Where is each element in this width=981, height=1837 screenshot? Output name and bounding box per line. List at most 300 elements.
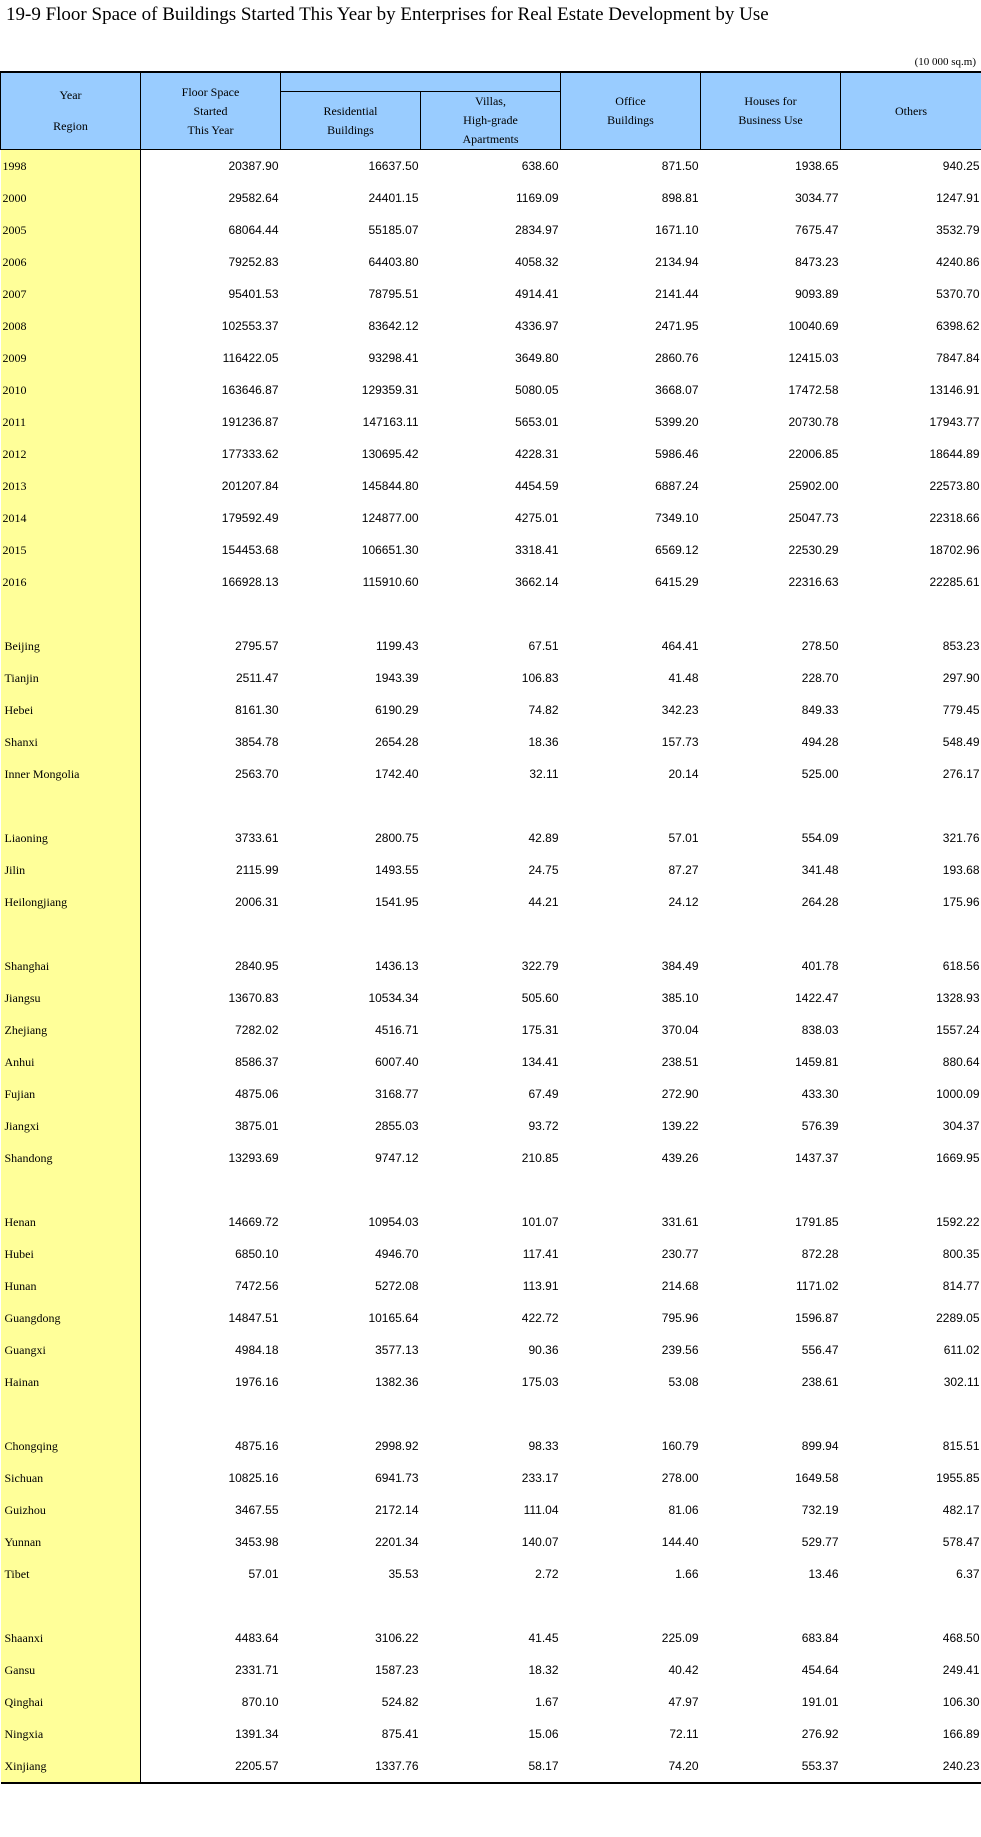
spacer-cell bbox=[1, 1590, 141, 1622]
value-cell: 341.48 bbox=[801, 863, 839, 877]
year-cell: 1998 bbox=[1, 150, 141, 183]
table-row bbox=[1, 1750, 981, 1783]
value-cell: 8586.37 bbox=[235, 1055, 279, 1069]
value-cell: 4875.16 bbox=[235, 1439, 279, 1453]
value-cell: 297.90 bbox=[942, 671, 980, 685]
value-cell: 2141.44 bbox=[655, 287, 699, 301]
value-cell: 2795.57 bbox=[235, 639, 279, 653]
value-cell: 1976.16 bbox=[235, 1375, 279, 1389]
value-cell: 529.77 bbox=[801, 1535, 839, 1549]
spacer-cell bbox=[701, 918, 841, 950]
value-cell: 505.60 bbox=[521, 991, 559, 1005]
value-cell: 321.76 bbox=[942, 831, 980, 845]
value-cell: 4516.71 bbox=[375, 1023, 419, 1037]
value-cell: 795.96 bbox=[661, 1311, 699, 1325]
spacer-cell bbox=[561, 598, 701, 630]
table-row bbox=[1, 1142, 981, 1174]
value-cell: 9747.12 bbox=[375, 1151, 419, 1165]
table-row bbox=[1, 662, 981, 694]
value-cell: 8473.23 bbox=[795, 255, 839, 269]
table-row bbox=[1, 1334, 981, 1366]
value-cell: 124877.00 bbox=[361, 511, 419, 525]
region-cell: Tibet bbox=[1, 1558, 141, 1590]
value-cell: 7472.56 bbox=[235, 1279, 279, 1293]
table-row bbox=[1, 1014, 981, 1046]
office-header-line1: Office bbox=[615, 94, 646, 108]
value-cell: 7675.47 bbox=[795, 223, 839, 237]
value-cell: 13146.91 bbox=[929, 383, 980, 397]
value-cell: 800.35 bbox=[942, 1247, 980, 1261]
spacer-row bbox=[1, 790, 981, 822]
value-cell: 870.10 bbox=[241, 1695, 279, 1709]
value-cell: 25902.00 bbox=[788, 479, 839, 493]
value-cell: 2563.70 bbox=[235, 767, 279, 781]
table-row bbox=[1, 854, 981, 886]
value-cell: 880.64 bbox=[942, 1055, 980, 1069]
table-body bbox=[1, 150, 981, 1784]
page-title: 19-9 Floor Space of Buildings Started This Year by Enterprises for Real Estate Development by Use bbox=[6, 4, 769, 25]
unit-label: (10 000 sq.m) bbox=[914, 56, 976, 68]
table-row bbox=[1, 1238, 981, 1270]
table-row bbox=[1, 374, 981, 406]
value-cell: 10825.16 bbox=[228, 1471, 279, 1485]
data-table bbox=[0, 72, 981, 1784]
value-cell: 72.11 bbox=[669, 1727, 699, 1741]
value-cell: 4058.32 bbox=[515, 255, 559, 269]
spacer-cell bbox=[1, 598, 141, 630]
value-cell: 55185.07 bbox=[368, 223, 419, 237]
table-row bbox=[1, 246, 981, 278]
value-cell: 5272.08 bbox=[375, 1279, 419, 1293]
region-cell: Shaanxi bbox=[1, 1622, 141, 1654]
value-cell: 2471.95 bbox=[655, 319, 699, 333]
table-row bbox=[1, 630, 981, 662]
value-cell: 7847.84 bbox=[936, 351, 980, 365]
value-cell: 93298.41 bbox=[368, 351, 419, 365]
residential-group-header bbox=[281, 73, 561, 92]
value-cell: 454.64 bbox=[801, 1663, 839, 1677]
region-cell: Guizhou bbox=[1, 1494, 141, 1526]
value-cell: 44.21 bbox=[528, 895, 559, 909]
value-cell: 90.36 bbox=[528, 1343, 559, 1357]
value-cell: 239.56 bbox=[661, 1343, 699, 1357]
value-cell: 17472.58 bbox=[788, 383, 839, 397]
value-cell: 10534.34 bbox=[368, 991, 419, 1005]
table-header bbox=[1, 73, 981, 150]
value-cell: 2115.99 bbox=[236, 863, 279, 877]
region-cell: Chongqing bbox=[1, 1430, 141, 1462]
value-cell: 3875.01 bbox=[235, 1119, 279, 1133]
value-cell: 6398.62 bbox=[936, 319, 980, 333]
spacer-cell bbox=[141, 1590, 281, 1622]
spacer-cell bbox=[1, 790, 141, 822]
value-cell: 3168.77 bbox=[375, 1087, 419, 1101]
business-header-line2: Business Use bbox=[738, 113, 803, 127]
business-header-line1: Houses for bbox=[744, 94, 797, 108]
value-cell: 302.11 bbox=[943, 1375, 980, 1389]
value-cell: 147163.11 bbox=[362, 415, 419, 429]
value-cell: 79252.83 bbox=[228, 255, 279, 269]
value-cell: 18.32 bbox=[528, 1663, 559, 1677]
value-cell: 5370.70 bbox=[936, 287, 980, 301]
value-cell: 331.61 bbox=[661, 1215, 699, 1229]
value-cell: 2331.71 bbox=[235, 1663, 279, 1677]
value-cell: 871.50 bbox=[661, 159, 699, 173]
value-cell: 3649.80 bbox=[515, 351, 559, 365]
value-cell: 201207.84 bbox=[221, 479, 279, 493]
value-cell: 29582.64 bbox=[228, 191, 279, 205]
value-cell: 20730.78 bbox=[788, 415, 839, 429]
value-cell: 9093.89 bbox=[795, 287, 839, 301]
value-cell: 18702.96 bbox=[929, 543, 980, 557]
value-cell: 129359.31 bbox=[361, 383, 419, 397]
value-cell: 4875.06 bbox=[235, 1087, 279, 1101]
year-cell: 2010 bbox=[1, 374, 141, 406]
value-cell: 2860.76 bbox=[655, 351, 699, 365]
spacer-cell bbox=[421, 1174, 561, 1206]
value-cell: 4336.97 bbox=[515, 319, 559, 333]
spacer-cell bbox=[701, 598, 841, 630]
value-cell: 611.02 bbox=[943, 1343, 980, 1357]
value-cell: 1391.34 bbox=[235, 1727, 279, 1741]
value-cell: 264.28 bbox=[801, 895, 839, 909]
value-cell: 13670.83 bbox=[228, 991, 279, 1005]
value-cell: 6850.10 bbox=[235, 1247, 279, 1261]
value-cell: 576.39 bbox=[801, 1119, 839, 1133]
value-cell: 3467.55 bbox=[235, 1503, 279, 1517]
value-cell: 12415.03 bbox=[788, 351, 839, 365]
value-cell: 64403.80 bbox=[368, 255, 419, 269]
table-row bbox=[1, 1558, 981, 1590]
value-cell: 175.31 bbox=[521, 1023, 559, 1037]
spacer-cell bbox=[141, 790, 281, 822]
region-cell: Fujian bbox=[1, 1078, 141, 1110]
value-cell: 482.17 bbox=[942, 1503, 980, 1517]
value-cell: 3662.14 bbox=[515, 575, 559, 589]
region-cell: Ningxia bbox=[1, 1718, 141, 1750]
year-cell: 2016 bbox=[1, 566, 141, 598]
value-cell: 6190.29 bbox=[375, 703, 419, 717]
value-cell: 2834.97 bbox=[515, 223, 559, 237]
table-row bbox=[1, 1526, 981, 1558]
value-cell: 24401.15 bbox=[368, 191, 419, 205]
value-cell: 32.11 bbox=[529, 767, 559, 781]
year-cell: 2013 bbox=[1, 470, 141, 502]
year-region-header bbox=[1, 73, 141, 150]
year-cell: 2005 bbox=[1, 214, 141, 246]
value-cell: 1199.43 bbox=[376, 639, 419, 653]
value-cell: 2205.57 bbox=[141, 1750, 281, 1783]
value-cell: 95401.53 bbox=[228, 287, 279, 301]
spacer-cell bbox=[281, 1590, 421, 1622]
region-cell: Qinghai bbox=[1, 1686, 141, 1718]
value-cell: 117.41 bbox=[522, 1247, 559, 1261]
year-cell: 2007 bbox=[1, 278, 141, 310]
table-row bbox=[1, 534, 981, 566]
value-cell: 814.77 bbox=[942, 1279, 980, 1293]
value-cell: 422.72 bbox=[521, 1311, 559, 1325]
value-cell: 13293.69 bbox=[228, 1151, 279, 1165]
value-cell: 5399.20 bbox=[655, 415, 699, 429]
value-cell: 58.17 bbox=[421, 1750, 561, 1783]
residential-header bbox=[281, 92, 421, 150]
value-cell: 13.46 bbox=[808, 1567, 839, 1581]
value-cell: 3577.13 bbox=[375, 1343, 419, 1357]
value-cell: 4240.86 bbox=[936, 255, 980, 269]
value-cell: 1943.39 bbox=[375, 671, 419, 685]
floor-space-header-line2: Started bbox=[193, 103, 228, 118]
value-cell: 238.61 bbox=[801, 1375, 839, 1389]
value-cell: 732.19 bbox=[801, 1503, 839, 1517]
value-cell: 3034.77 bbox=[795, 191, 839, 205]
region-cell: Shanghai bbox=[1, 950, 141, 982]
value-cell: 191.01 bbox=[801, 1695, 839, 1709]
table-row bbox=[1, 1494, 981, 1526]
value-cell: 214.68 bbox=[661, 1279, 699, 1293]
value-cell: 618.56 bbox=[942, 959, 980, 973]
value-cell: 554.09 bbox=[801, 831, 839, 845]
value-cell: 20387.90 bbox=[228, 159, 279, 173]
value-cell: 210.85 bbox=[521, 1151, 559, 1165]
value-cell: 556.47 bbox=[801, 1343, 839, 1357]
spacer-cell bbox=[421, 598, 561, 630]
office-header-line2: Buildings bbox=[607, 113, 654, 127]
value-cell: 3668.07 bbox=[655, 383, 699, 397]
value-cell: 638.60 bbox=[521, 159, 559, 173]
spacer-cell bbox=[701, 1174, 841, 1206]
value-cell: 2800.75 bbox=[375, 831, 419, 845]
value-cell: 40.42 bbox=[668, 1663, 699, 1677]
value-cell: 3532.79 bbox=[936, 223, 980, 237]
value-cell: 166928.13 bbox=[221, 575, 279, 589]
value-cell: 370.04 bbox=[661, 1023, 699, 1037]
value-cell: 1669.95 bbox=[936, 1151, 980, 1165]
spacer-row bbox=[1, 1590, 981, 1622]
value-cell: 548.49 bbox=[942, 735, 980, 749]
value-cell: 238.51 bbox=[661, 1055, 699, 1069]
table-row bbox=[1, 1078, 981, 1110]
value-cell: 1328.93 bbox=[936, 991, 980, 1005]
value-cell: 3106.22 bbox=[375, 1631, 419, 1645]
value-cell: 464.41 bbox=[661, 639, 699, 653]
region-cell: Liaoning bbox=[1, 822, 141, 854]
value-cell: 17943.77 bbox=[929, 415, 980, 429]
value-cell: 1596.87 bbox=[795, 1311, 839, 1325]
spacer-cell bbox=[561, 790, 701, 822]
value-cell: 74.82 bbox=[528, 703, 559, 717]
value-cell: 3854.78 bbox=[235, 735, 279, 749]
value-cell: 6569.12 bbox=[655, 543, 699, 557]
value-cell: 240.23 bbox=[841, 1750, 981, 1783]
value-cell: 4228.31 bbox=[515, 447, 559, 461]
spacer-cell bbox=[841, 1590, 981, 1622]
value-cell: 524.82 bbox=[381, 1695, 419, 1709]
floor-space-header-line3: This Year bbox=[187, 122, 234, 137]
value-cell: 18644.89 bbox=[929, 447, 980, 461]
business-header bbox=[701, 73, 841, 150]
table-row bbox=[1, 342, 981, 374]
floor-space-header bbox=[141, 73, 281, 150]
table-row bbox=[1, 438, 981, 470]
region-cell: Heilongjiang bbox=[1, 886, 141, 918]
value-cell: 5986.46 bbox=[655, 447, 699, 461]
value-cell: 83642.12 bbox=[368, 319, 419, 333]
value-cell: 53.08 bbox=[668, 1375, 699, 1389]
value-cell: 1791.85 bbox=[795, 1215, 839, 1229]
value-cell: 1337.76 bbox=[281, 1750, 421, 1783]
value-cell: 67.49 bbox=[528, 1087, 559, 1101]
value-cell: 4946.70 bbox=[375, 1247, 419, 1261]
value-cell: 22316.63 bbox=[788, 575, 839, 589]
spacer-cell bbox=[701, 1398, 841, 1430]
value-cell: 106651.30 bbox=[361, 543, 419, 557]
table-row bbox=[1, 726, 981, 758]
value-cell: 106.83 bbox=[521, 671, 559, 685]
spacer-cell bbox=[561, 1398, 701, 1430]
value-cell: 683.84 bbox=[801, 1631, 839, 1645]
value-cell: 113.91 bbox=[522, 1279, 559, 1293]
value-cell: 6.37 bbox=[956, 1567, 980, 1581]
value-cell: 1592.22 bbox=[936, 1215, 980, 1229]
region-cell: Beijing bbox=[1, 630, 141, 662]
value-cell: 230.77 bbox=[661, 1247, 699, 1261]
region-cell: Hubei bbox=[1, 1238, 141, 1270]
value-cell: 175.03 bbox=[521, 1375, 559, 1389]
table-row bbox=[1, 1366, 981, 1398]
value-cell: 179592.49 bbox=[221, 511, 279, 525]
data-table-container bbox=[0, 72, 981, 1784]
spacer-cell bbox=[841, 598, 981, 630]
value-cell: 22318.66 bbox=[929, 511, 980, 525]
value-cell: 1742.40 bbox=[375, 767, 419, 781]
value-cell: 849.33 bbox=[801, 703, 839, 717]
table-row bbox=[1, 1622, 981, 1654]
table-row bbox=[1, 758, 981, 790]
spacer-row bbox=[1, 1174, 981, 1206]
value-cell: 1436.13 bbox=[375, 959, 419, 973]
value-cell: 2006.31 bbox=[235, 895, 279, 909]
value-cell: 838.03 bbox=[801, 1023, 839, 1037]
value-cell: 41.48 bbox=[668, 671, 699, 685]
value-cell: 101.07 bbox=[521, 1215, 559, 1229]
value-cell: 433.30 bbox=[801, 1087, 839, 1101]
table-row bbox=[1, 1718, 981, 1750]
table-row bbox=[1, 470, 981, 502]
value-cell: 14669.72 bbox=[228, 1215, 279, 1229]
value-cell: 225.09 bbox=[661, 1631, 699, 1645]
value-cell: 2511.47 bbox=[236, 671, 279, 685]
villas-header bbox=[421, 92, 561, 150]
value-cell: 4984.18 bbox=[235, 1343, 279, 1357]
value-cell: 1171.02 bbox=[796, 1279, 839, 1293]
spacer-cell bbox=[421, 790, 561, 822]
others-header: Others bbox=[841, 73, 981, 150]
value-cell: 3733.61 bbox=[235, 831, 279, 845]
spacer-cell bbox=[561, 1174, 701, 1206]
value-cell: 899.94 bbox=[801, 1439, 839, 1453]
value-cell: 1169.09 bbox=[516, 191, 559, 205]
value-cell: 93.72 bbox=[528, 1119, 559, 1133]
value-cell: 2840.95 bbox=[235, 959, 279, 973]
table-row bbox=[1, 982, 981, 1014]
villas-header-line1: Villas, bbox=[475, 94, 506, 108]
value-cell: 494.28 bbox=[801, 735, 839, 749]
value-cell: 1.66 bbox=[675, 1567, 699, 1581]
year-cell: 2015 bbox=[1, 534, 141, 566]
table-row bbox=[1, 566, 981, 598]
value-cell: 111.04 bbox=[523, 1503, 559, 1517]
year-cell: 2008 bbox=[1, 310, 141, 342]
value-cell: 7282.02 bbox=[235, 1023, 279, 1037]
spacer-cell bbox=[281, 790, 421, 822]
spacer-cell bbox=[281, 1398, 421, 1430]
value-cell: 875.41 bbox=[381, 1727, 419, 1741]
spacer-cell bbox=[141, 1398, 281, 1430]
value-cell: 853.23 bbox=[942, 639, 980, 653]
value-cell: 115910.60 bbox=[362, 575, 419, 589]
spacer-cell bbox=[841, 790, 981, 822]
value-cell: 1382.36 bbox=[375, 1375, 419, 1389]
table-row bbox=[1, 310, 981, 342]
value-cell: 139.22 bbox=[661, 1119, 699, 1133]
table-row bbox=[1, 1686, 981, 1718]
value-cell: 193.68 bbox=[942, 863, 980, 877]
value-cell: 1557.24 bbox=[936, 1023, 980, 1037]
value-cell: 10040.69 bbox=[788, 319, 839, 333]
region-cell: Guangxi bbox=[1, 1334, 141, 1366]
residential-header-line1: Residential bbox=[323, 103, 378, 118]
value-cell: 145844.80 bbox=[361, 479, 419, 493]
value-cell: 6007.40 bbox=[375, 1055, 419, 1069]
value-cell: 1437.37 bbox=[795, 1151, 839, 1165]
table-row bbox=[1, 694, 981, 726]
value-cell: 15.06 bbox=[528, 1727, 559, 1741]
value-cell: 779.45 bbox=[942, 703, 980, 717]
spacer-cell bbox=[141, 918, 281, 950]
value-cell: 191236.87 bbox=[221, 415, 279, 429]
table-row bbox=[1, 182, 981, 214]
value-cell: 1649.58 bbox=[795, 1471, 839, 1485]
value-cell: 130695.42 bbox=[361, 447, 419, 461]
table-row bbox=[1, 1110, 981, 1142]
value-cell: 276.92 bbox=[801, 1727, 839, 1741]
value-cell: 42.89 bbox=[528, 831, 559, 845]
value-cell: 898.81 bbox=[661, 191, 699, 205]
spacer-cell bbox=[421, 918, 561, 950]
value-cell: 14847.51 bbox=[228, 1311, 279, 1325]
value-cell: 1247.91 bbox=[936, 191, 980, 205]
value-cell: 81.06 bbox=[668, 1503, 699, 1517]
spacer-cell bbox=[561, 1590, 701, 1622]
value-cell: 6415.29 bbox=[655, 575, 699, 589]
year-cell: 2000 bbox=[1, 182, 141, 214]
spacer-cell bbox=[141, 598, 281, 630]
value-cell: 1493.55 bbox=[375, 863, 419, 877]
value-cell: 7349.10 bbox=[655, 511, 699, 525]
value-cell: 5653.01 bbox=[515, 415, 559, 429]
value-cell: 78795.51 bbox=[368, 287, 419, 301]
region-cell: Jiangxi bbox=[1, 1110, 141, 1142]
value-cell: 2201.34 bbox=[375, 1535, 419, 1549]
region-cell: Shandong bbox=[1, 1142, 141, 1174]
spacer-cell bbox=[701, 790, 841, 822]
value-cell: 22573.80 bbox=[929, 479, 980, 493]
value-cell: 1587.23 bbox=[375, 1663, 419, 1677]
year-header-label: Year bbox=[59, 88, 82, 102]
value-cell: 134.41 bbox=[521, 1055, 559, 1069]
table-row bbox=[1, 822, 981, 854]
table-row bbox=[1, 1046, 981, 1078]
